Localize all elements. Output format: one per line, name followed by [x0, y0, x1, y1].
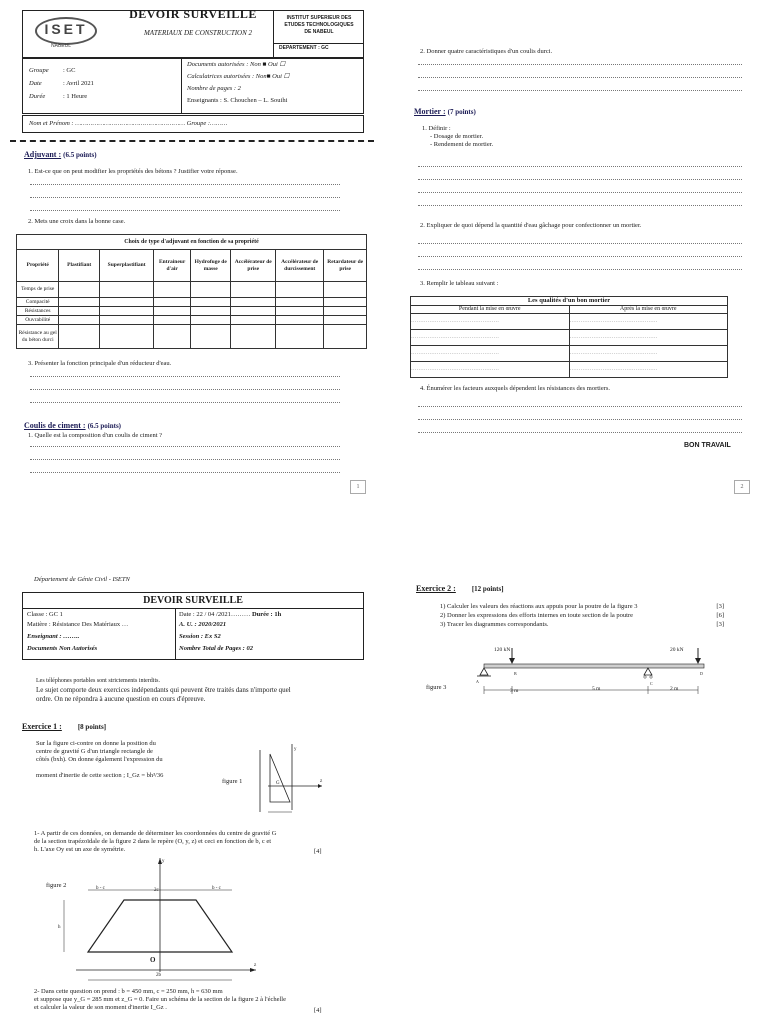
figure-2-label: figure 2 [46, 882, 67, 889]
mortier-table [410, 296, 728, 378]
mortier-col-header: Après la mise en œuvre [569, 306, 728, 314]
check-cell[interactable] [275, 325, 323, 349]
name-line: Nom et Prénom : ………………………………………………… Groupe :……… [29, 120, 228, 127]
mortier-q4: 4. Énumérer les facteurs auxquels dépendent les résistances des mortiers. [420, 385, 611, 392]
answer-cell[interactable]: ………………………………………… [411, 346, 570, 362]
check-cell[interactable] [190, 316, 230, 325]
header-subtitle: MATERIAUX DE CONSTRUCTION 2 [143, 29, 253, 37]
q1-points: [4] [314, 848, 322, 855]
fig2-bc-right: b - c [212, 886, 221, 891]
check-cell[interactable] [190, 325, 230, 349]
adj-table-title: Choix de type d'adjuvant en fonction de sa propriété [17, 235, 367, 250]
exam-header: DEVOIR SURVEILLE Classe : GC 1 Matière : Résistance Des Matériaux … Enseignant : …….. Documents Non Autorisés Date : 22 / 04 /2021……… Durée : 1h A. U. : 2020/2021 Session : Ex S2 Nombre Total de Pages : 02 [22, 592, 364, 660]
adj-col-header: Hydrofuge de masse [190, 250, 230, 282]
svg-text:G: G [276, 781, 280, 786]
check-cell[interactable] [154, 298, 191, 307]
answer-cell[interactable]: ………………………………………… [569, 362, 728, 378]
check-cell[interactable] [324, 316, 367, 325]
answer-cell[interactable]: ………………………………………… [411, 314, 570, 330]
ex1-heading: Exercice 1 : [8 points] [22, 722, 107, 731]
dept-line: Département de Génie Civil - ISETN [34, 576, 130, 583]
check-cell[interactable] [275, 316, 323, 325]
figure-3-label: figure 3 [426, 684, 447, 691]
load-20: 20 kN [670, 647, 684, 653]
adj-q2: 2. Mets une croix dans la bonne case. [28, 218, 126, 225]
check-cell[interactable] [324, 307, 367, 316]
adj-row-label: Compacité [17, 298, 59, 307]
fig2-origin: O [150, 956, 156, 964]
check-cell[interactable] [99, 325, 153, 349]
check-cell[interactable] [99, 282, 153, 298]
mortier-heading: Mortier : (7 points) [414, 107, 476, 116]
adjuvant-heading: Adjuvant : (6.5 points) [24, 150, 97, 159]
svg-text:z: z [254, 963, 257, 968]
adj-col-header: Accélérateur de durcissement [275, 250, 323, 282]
page-number: 2 [734, 480, 750, 494]
svg-text:y: y [162, 859, 165, 864]
check-cell[interactable] [59, 316, 99, 325]
mortier-q2: 2. Expliquer de quoi dépend la quantité d'eau gâchage pour confectionner un mortier. [420, 222, 642, 229]
q2-points: [4] [314, 1007, 322, 1014]
svg-text:y: y [294, 747, 297, 752]
adj-q1: 1. Est-ce que on peut modifier les propriétés des bétons ? Justifier votre réponse. [28, 168, 238, 175]
check-cell[interactable] [154, 325, 191, 349]
info-right: Documents autorisées : Non ■ Oui ☐ Calculatrices autorisées : Non■ Oui ☐ Nombre de pages : 2 Enseignants : S. Chouchen – L. Souihi [187, 61, 290, 104]
point-b: B [514, 671, 517, 676]
exam-title: DEVOIR SURVEILLE [143, 595, 243, 606]
adj-col-header: Superplastifiant [99, 250, 153, 282]
mortier-q1: 1. Définir : - Dosage de mortier. - Rendement de mortier. [422, 125, 494, 148]
figure-1-label: figure 1 [222, 778, 243, 785]
answer-cell[interactable]: ………………………………………… [411, 362, 570, 378]
institute-name: INSTITUT SUPERIEUR DES ETUDES TECHNOLOGIQUES DE NABEUL [284, 15, 354, 35]
info-box [22, 58, 364, 114]
page-2 [384, 0, 768, 500]
page-1 [0, 0, 384, 500]
answer-cell[interactable]: ………………………………………… [569, 330, 728, 346]
adj-col-header: Accélérateur de prise [231, 250, 276, 282]
check-cell[interactable] [231, 316, 276, 325]
adj-row-label: Ouvrabilité [17, 316, 59, 325]
q2-text: 2- Dans cette question on prend : b = 450 mm, c = 250 mm, h = 630 mm et suppose que y_G = 285 mm et z_G = 0. Faire un schéma de la section de la figure 2 à l'échelle et calculer la valeur de son moment d'inertie I_Gz . [34, 988, 286, 1011]
q1-text: 1- A partir de ces données, on demande de déterminer les coordonnées du centre de gravité G de la section trapézoïdale de la figure 2 dans le repère (O, y, z) et ceci en fonction de b, c et h. L'axe Oy est un axe de symétrie. [34, 830, 277, 853]
ex2-heading: Exercice 2 : [12 points] [416, 584, 504, 593]
fig2-bc-left: b - c [96, 886, 105, 891]
ex1-text: Sur la figure ci-contre on donne la position du centre de gravité G d'un triangle rectangle de côtés (bxh). On donne également l'expression du moment d'inertie de cette section ; I_Gz = bh³/36 [36, 740, 164, 779]
bon-travail: BON TRAVAIL [684, 442, 731, 449]
check-cell[interactable] [154, 307, 191, 316]
check-cell[interactable] [154, 282, 191, 298]
mortier-table-title: Les qualités d'un bon mortier [411, 297, 728, 306]
point-c: C [650, 681, 653, 686]
header-box [22, 7, 364, 58]
check-cell[interactable] [190, 298, 230, 307]
check-cell[interactable] [190, 307, 230, 316]
check-cell[interactable] [324, 298, 367, 307]
answer-cell[interactable]: ………………………………………… [411, 330, 570, 346]
info-left: Groupe : GC Date : Avril 2021 Durée : 1 Heure [29, 67, 94, 100]
mortier-q3: 3. Remplir le tableau suivant : [420, 280, 499, 287]
check-cell[interactable] [59, 282, 99, 298]
check-cell[interactable] [231, 325, 276, 349]
logo-sub: NABEUL [51, 43, 72, 49]
adj-row-label: Temps de prise [17, 282, 59, 298]
adj-row-label: Résistance au gel du béton durci [17, 325, 59, 349]
page-number: 1 [350, 480, 366, 494]
dim-5m: 5 m [592, 686, 601, 692]
logo-text: ISET [44, 21, 88, 37]
fig2-2c: 2c [154, 888, 159, 893]
check-cell[interactable] [231, 298, 276, 307]
coulis-heading: Coulis de ciment : (6.5 points) [24, 421, 122, 430]
check-cell[interactable] [190, 282, 230, 298]
adj-col-header: Retardateur de prise [324, 250, 367, 282]
check-cell[interactable] [275, 307, 323, 316]
department: DEPARTEMENT : GC [279, 45, 329, 51]
logo [29, 15, 99, 51]
fig2-2b: 2b [156, 973, 161, 978]
adjuvant-table [16, 234, 367, 349]
cut-line [10, 140, 374, 142]
ex2-items: 1) Calculer les valeurs des réactions aux appuis pour la poutre de la figure 3 [3] 2) Donner les expressions des efforts internes en toute section de la poutre [6] 3) Tracer les diagrammes correspondants. [3] [440, 603, 724, 628]
adj-col-header: Plastifiant [59, 250, 99, 282]
figure-2-trapezoid [56, 852, 296, 984]
adj-col-header: Entraineur d'air [154, 250, 191, 282]
answer-cell[interactable]: ………………………………………… [569, 346, 728, 362]
check-cell[interactable] [231, 282, 276, 298]
dim-3m: 3 m [510, 688, 519, 694]
mortier-col-header: Pendant la mise en œuvre [411, 306, 570, 314]
check-cell[interactable] [231, 307, 276, 316]
check-cell[interactable] [99, 316, 153, 325]
check-cell[interactable] [154, 316, 191, 325]
check-cell[interactable] [275, 282, 323, 298]
check-cell[interactable] [59, 307, 99, 316]
adj-row-label: Résistances [17, 307, 59, 316]
exam-notes: Les téléphones portables sont strictements interdits. Le sujet comporte deux exercices indépendants qui peuvent être traités dans n'importe quel ordre. On ne répondra à aucune question en cours d'épreuve. [36, 678, 291, 703]
page-3 [0, 512, 384, 1024]
svg-text:z: z [320, 779, 323, 784]
adj-q3: 3. Présenter la fonction principale d'un réducteur d'eau. [28, 360, 172, 367]
check-cell[interactable] [59, 298, 99, 307]
dim-2m: 2 m [670, 686, 679, 692]
check-cell[interactable] [99, 307, 153, 316]
coulis-q1: 1. Quelle est la composition d'un coulis de ciment ? [28, 432, 163, 439]
page-4 [384, 512, 768, 1024]
adj-col-header: Propriété [17, 250, 59, 282]
figure-1-triangle [254, 740, 334, 824]
point-a: A [476, 679, 479, 684]
point-d: D [700, 671, 703, 676]
name-box [22, 115, 364, 133]
fig2-h: h [58, 925, 61, 930]
check-cell[interactable] [99, 298, 153, 307]
check-cell[interactable] [324, 325, 367, 349]
check-cell[interactable] [324, 282, 367, 298]
check-cell[interactable] [275, 298, 323, 307]
load-120: 120 kN [494, 647, 511, 653]
coulis-q2: 2. Donner quatre caractéristiques d'un coulis durci. [420, 48, 553, 55]
header-title: DEVOIR SURVEILLE [129, 7, 257, 21]
check-cell[interactable] [59, 325, 99, 349]
answer-cell[interactable]: ………………………………………… [569, 314, 728, 330]
